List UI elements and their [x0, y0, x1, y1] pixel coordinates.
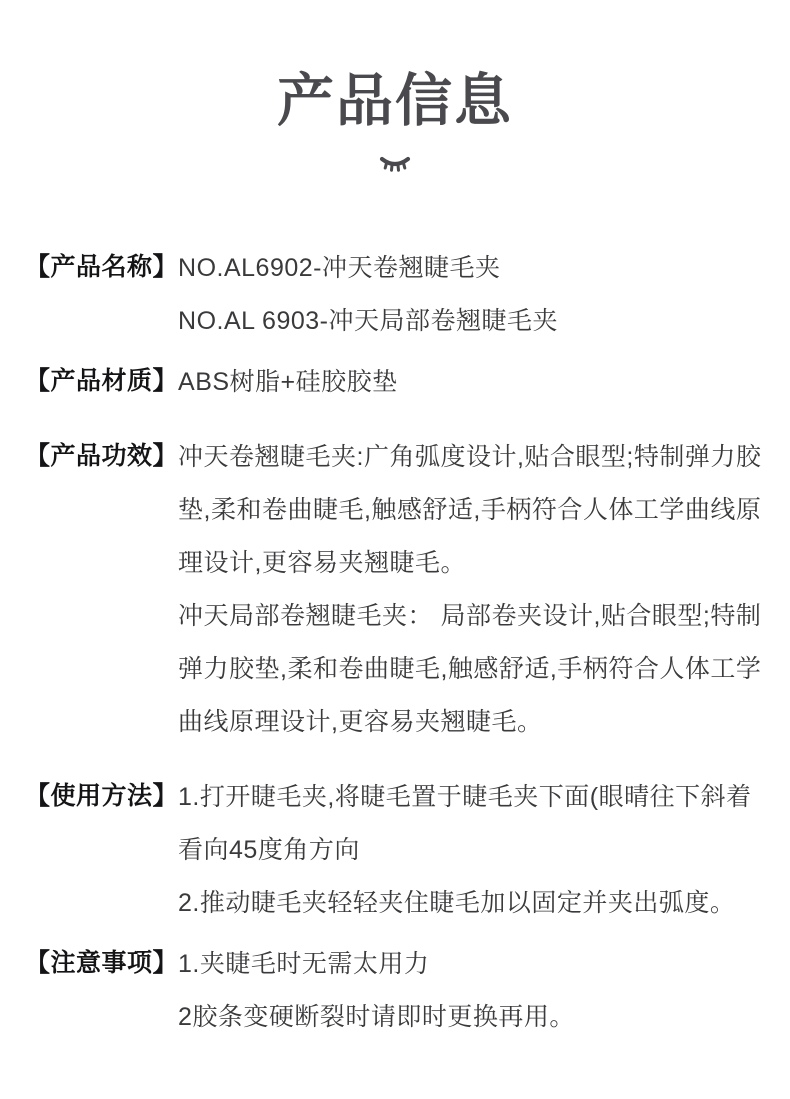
content-line: 1.夹睫毛时无需太用力: [178, 950, 430, 978]
content-line: 1.打开睫毛夹,将睫毛置于睫毛夹下面(眼晴往下斜着看向45度角方向: [178, 783, 752, 864]
product-info-page: [0, 70, 790, 1099]
content-line: 2胶条变硬断裂时请即时更换再用。: [178, 1003, 575, 1031]
sections: [25, 242, 765, 1044]
section-label: 【产品功效】: [25, 442, 179, 470]
content-line: NO.AL6902-冲天卷翘睫毛夹: [178, 254, 501, 282]
page-title: 产品信息: [277, 69, 513, 133]
section-label: 【产品材质】: [25, 367, 179, 395]
section-content: [178, 938, 765, 1044]
content-line: 冲天卷翘睫毛夹:广角弧度设计,贴合眼型;特制弹力胶垫,柔和卷曲睫毛,触感舒适,手柄符合人体工学曲线原理设计,更容易夹翘睫毛。: [178, 443, 762, 577]
info-section: [25, 771, 765, 930]
info-section: [25, 356, 765, 409]
info-section: [25, 242, 765, 348]
section-label: 【注意事项】: [25, 949, 179, 977]
section-content: [178, 242, 765, 348]
content-line: 冲天局部卷翘睫毛夹： 局部卷夹设计,贴合眼型;特制弹力胶垫,柔和卷曲睫毛,触感舒适,手柄符合人体工学曲线原理设计,更容易夹翘睫毛。: [178, 602, 762, 736]
info-section: [25, 938, 765, 1044]
content-line: ABS树脂+硅胶胶垫: [178, 368, 398, 396]
info-section: [25, 431, 765, 749]
section-content: [178, 771, 765, 930]
section-content: [178, 356, 765, 409]
section-label: 【使用方法】: [25, 782, 179, 810]
section-content: [178, 431, 765, 749]
content-line: NO.AL 6903-冲天局部卷翘睫毛夹: [178, 307, 558, 335]
title-decoration: [25, 155, 765, 180]
closed-eye-eyelash-icon: [379, 155, 411, 180]
content-line: 2.推动睫毛夹轻轻夹住睫毛加以固定并夹出弧度。: [178, 889, 736, 917]
section-label: 【产品名称】: [25, 253, 179, 281]
